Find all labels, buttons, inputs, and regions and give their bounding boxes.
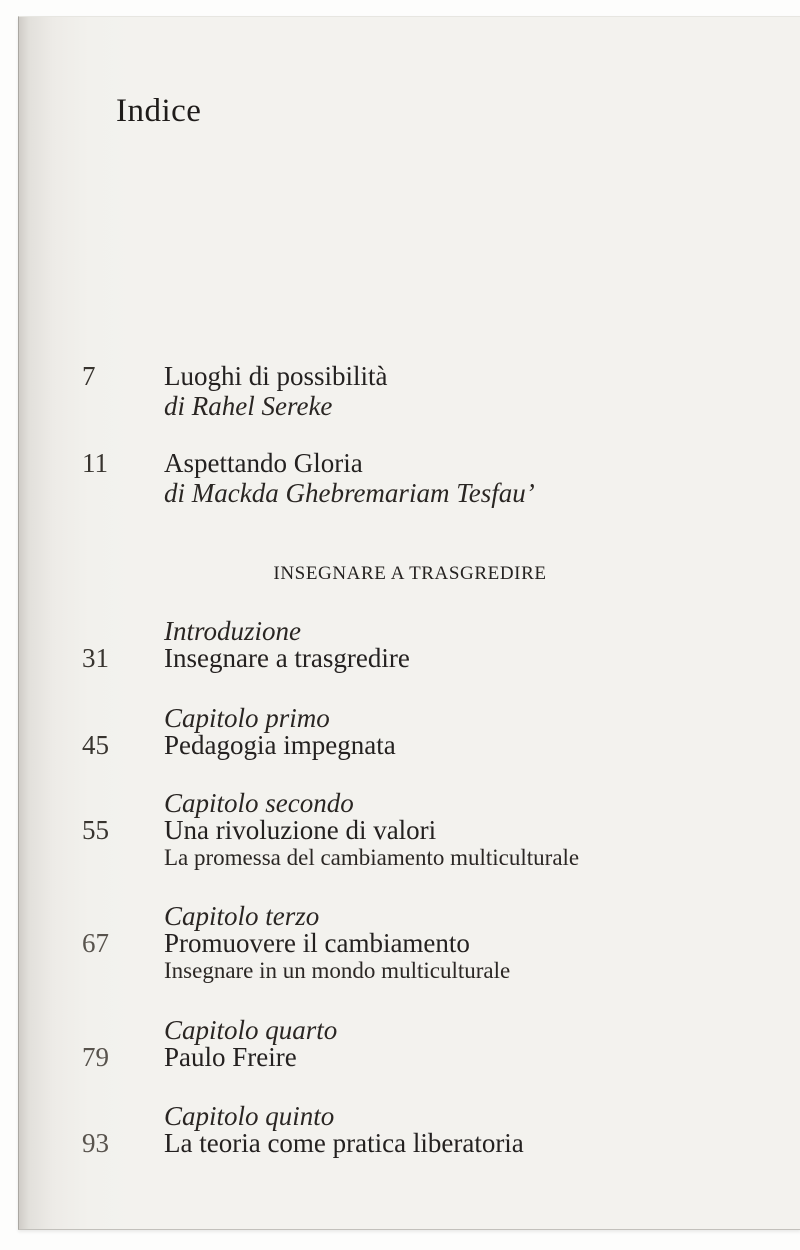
toc-entry-capitolo-quinto [82, 1103, 791, 1157]
toc-chapter-label: Capitolo terzo [164, 901, 320, 931]
toc-page-number: 55 [82, 815, 109, 845]
toc-entry-title: La teoria come pratica liberatoria [164, 1128, 524, 1158]
toc-entry-title: Insegnare a trasgredire [164, 643, 410, 673]
toc-entry-body [82, 618, 791, 672]
toc-entry-capitolo-secondo [82, 790, 791, 872]
toc-entry-title: Pedagogia impegnata [164, 730, 396, 760]
toc-entry-title: Luoghi di possibilità [164, 361, 388, 391]
toc-entry-aspettando [82, 448, 791, 508]
toc-entry-subtitle: La promessa del cambiamento multiculturale [164, 845, 580, 870]
toc-chapter-label: Introduzione [164, 616, 301, 646]
toc-page-number: 79 [82, 1042, 109, 1072]
toc-page-number: 93 [82, 1128, 109, 1158]
toc-page-number: 67 [82, 928, 109, 958]
toc-entry-body [82, 1017, 791, 1071]
toc-entry-body [82, 448, 791, 508]
toc-entry-author: di Rahel Sereke [164, 391, 333, 421]
toc-entry-body [82, 361, 791, 421]
toc-entry-title: Una rivoluzione di valori [164, 815, 437, 845]
toc-entry-subtitle: Insegnare in un mondo multiculturale [164, 958, 511, 983]
toc-entry-title: Aspettando Gloria [164, 448, 363, 478]
toc-entry-author: di Mackda Ghebremariam Tesfau’ [164, 478, 535, 508]
toc-entry-title: Promuovere il cambiamento [164, 928, 470, 958]
toc-entry-body [82, 790, 791, 872]
toc-entry-body [82, 903, 791, 985]
toc-entry-luoghi [82, 361, 791, 421]
toc-chapter-label: Capitolo primo [164, 703, 330, 733]
toc-entry-capitolo-terzo [82, 903, 791, 985]
toc-page-number: 31 [82, 643, 109, 673]
toc-entry-body [82, 1103, 791, 1157]
toc-entry-capitolo-primo [82, 705, 791, 759]
toc-entry-capitolo-quarto [82, 1017, 791, 1071]
section-heading: INSEGNARE A TRASGREDIRE [273, 563, 547, 584]
toc-page [18, 16, 800, 1230]
toc-page-number: 45 [82, 730, 109, 760]
toc-chapter-label: Capitolo secondo [164, 788, 354, 818]
page-title: Indice [116, 93, 202, 129]
toc-chapter-label: Capitolo quinto [164, 1101, 335, 1131]
toc-entry-introduzione [82, 618, 791, 672]
toc-entry-title: Paulo Freire [164, 1042, 297, 1072]
toc-page-number: 11 [82, 448, 108, 478]
toc-chapter-label: Capitolo quarto [164, 1015, 338, 1045]
toc-page-number: 7 [82, 361, 96, 391]
toc-entry-body [82, 705, 791, 759]
